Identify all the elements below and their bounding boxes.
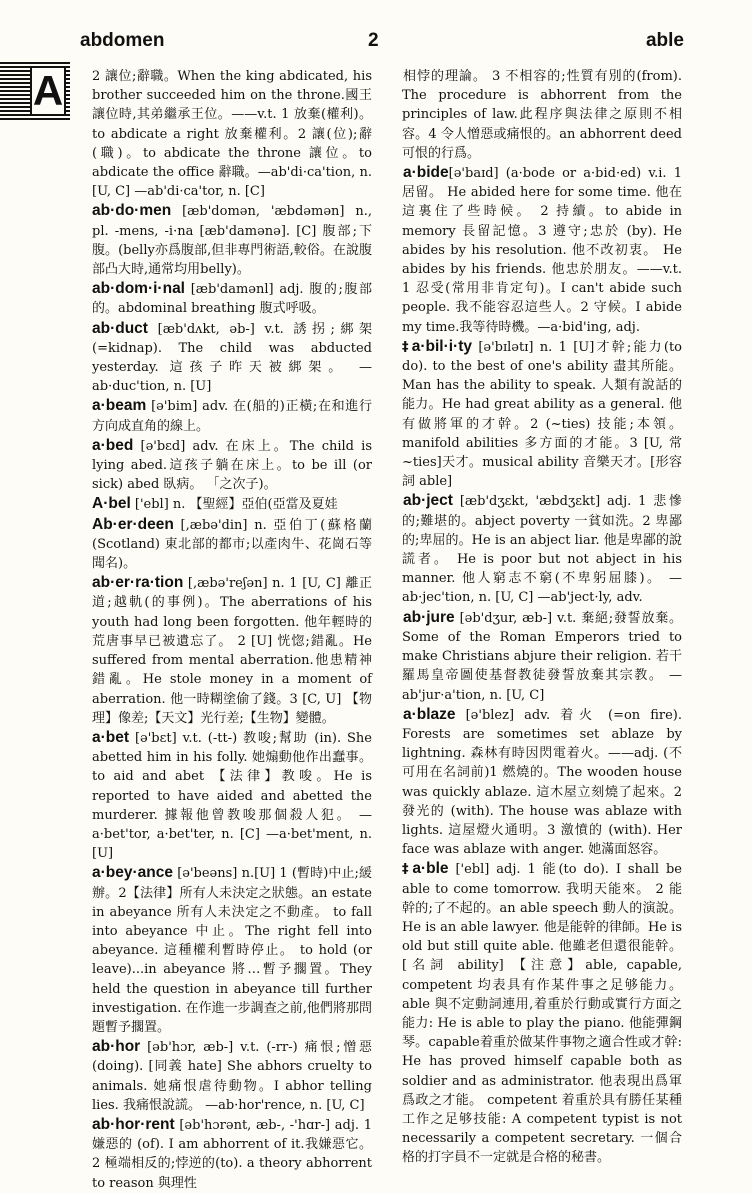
headword: ab·hor·rent	[92, 1115, 175, 1133]
dictionary-entry	[92, 863, 372, 1037]
headword: a·bide	[403, 164, 449, 182]
dictionary-entry	[92, 494, 372, 514]
frequency-star-icon: ‡	[402, 862, 412, 878]
definition: [ə'beəns] n.[U] 1 (暫時)中止;緩辦。2【法律】所有人未決定之狀態。an estate in abeyance 所有人未決定之不動產。 to fall into abeyance 中止。The right fell into abeyance. 這種權利暫時停止。 to hold (or leave)...in abeyance 將…暫予擱置。They held the question in abeyance till further investigation. 在作進一步調查之前,他們將那問題暫予擱置。	[92, 866, 372, 1035]
dictionary-entry	[402, 491, 682, 607]
headword: ab·duct	[92, 319, 148, 337]
dictionary-entry	[92, 201, 372, 279]
definition: [əb'hɔr, æb-] v.t. (-rr-) 痛恨;憎惡 (doing). [同義 hate] She abhors cruelty to animals. 她痛恨虐待動物。I abhor telling lies. 我痛恨說謊。 —ab·hor'rence, n. [U, C]	[92, 1040, 372, 1113]
headword: a·bey·ance	[92, 864, 173, 882]
dictionary-entry	[92, 728, 372, 863]
headword: Ab·er·deen	[92, 515, 174, 533]
definition: [ə'bɛd] adv. 在床上。The child is lying abed.這孩子躺在床上。to be ill (or sick) abed 臥病。 「之次子)。	[92, 438, 372, 493]
headword: ab·hor	[92, 1038, 141, 1056]
dictionary-entry	[92, 319, 372, 397]
frequency-star-icon: ‡	[402, 339, 411, 355]
dictionary-entry	[92, 66, 372, 201]
dictionary-entry	[92, 573, 372, 728]
dictionary-entry	[92, 1037, 372, 1115]
headword: a·bed	[92, 436, 134, 454]
dictionary-entry	[92, 515, 372, 574]
headword: A·bel	[92, 495, 131, 513]
definition: [æb'dʌkt, əb-] v.t. 誘拐;綁架(=kidnap). The child was abducted yesterday. 這孩子昨天被綁架。 —ab·duc'tion, n. [U]	[92, 321, 372, 395]
left-column	[92, 66, 372, 1193]
definition: [ə'blez] adv. 着火 (=on fire). Forests are sometimes set ablaze by lightning. 森林有時因閃電着火。——adj. (不可用在名詞前)1 燃燒的。The wooden house was quickly ablaze. 這木屋立刻燒了起來。2 發光的 (with). The house was ablaze with lights. 這屋燈火通明。3 激憤的 (with). Her face was ablaze with anger. 她滿面怒容。	[402, 707, 682, 858]
definition: 相悖的理論。 3 不相容的;性質有別的(from). The procedure is abhorrent from the principles of law.此程序與法律之原則不相容。4 令人憎惡或痛恨的。an abhorrent deed 可恨的行爲。	[402, 69, 682, 161]
definition: [,æbə'reʃən] n. 1 [U, C] 離正道;越軌(的事例)。The aberrations of his youth had long been forgotten. 他年輕時的荒唐事早已被遺忘了。 2 [U] 恍惚;錯亂。He suffered from mental aberration.他患精神錯亂。He stole money in a moment of aberration. 他一時糊塗偷了錢。3 [C, U] 【物理】像差;【天文】光行差;【生物】變體。	[92, 576, 372, 726]
headword: a·beam	[92, 397, 147, 415]
definition: [ə'bɪlətɪ] n. 1 [U]才幹;能力(to do). to the best of one's ability 盡其所能。Man has the ability to speak. 人類有說話的能力。He had great ability as a general. 他有做將軍的才幹。2 (~ties) 技能;本領。manifold abilities 多方面的才能。3 [U, 常~ties]天才。musical ability 音樂天才。[形容詞 able]	[402, 339, 683, 490]
dictionary-entry	[402, 66, 682, 163]
page-header	[0, 30, 752, 60]
headword: ab·er·ra·tion	[92, 574, 184, 592]
dictionary-entry	[92, 396, 372, 435]
thumb-index-letter: A	[30, 66, 66, 116]
dictionary-entry	[402, 608, 682, 705]
headword: ab·ject	[403, 492, 453, 510]
headword: ab·jure	[403, 608, 455, 626]
headword: a·bil·i·ty	[411, 337, 472, 355]
right-column	[402, 66, 682, 1168]
dictionary-entry	[402, 859, 682, 1167]
definition: [ə'baɪd] (a·bode or a·bid·ed) v.i. 1 居留。 He abided here for some time. 他在這裏住了些時候。 2 持續。to abide in memory 長留記憶。3 遵守;忠於 (by). He abides by his resolution. 他不改初衷。 He abides by his friends. 他忠於朋友。——v.t. 1 忍受(常用非肯定句)。I can't abide such people. 我不能容忍這些人。2 守候。I abide my time.我等待時機。—a·bid'ing, adj.	[402, 166, 682, 335]
dictionary-entry	[92, 436, 372, 495]
definition: ['ebl] n. 【聖經】亞伯(亞當及夏娃	[130, 497, 338, 513]
dictionary-entry	[402, 705, 682, 860]
headword: a·blaze	[403, 705, 456, 723]
headword: ab·do·men	[92, 202, 172, 220]
definition: [æb'damənl] adj. 腹的;腹部的。abdominal breathing 腹式呼吸。	[92, 282, 372, 317]
definition: [əb'hɔrənt, æb-, -'hɑr-] adj. 1 嫌惡的 (of). I am abhorrent of it.我嫌惡它。2 極端相反的;悖逆的(to). a theory abhorrent to reason 與理性	[92, 1117, 372, 1191]
guide-word-left: abdomen	[80, 30, 165, 51]
definition: [əb'dʒur, æb-] v.t. 棄絕;發誓放棄。Some of the Roman Emperors tried to make Christians abjure their religion. 若干羅馬皇帝圖使基督教徒發誓放棄其宗教。 —ab'jur·a'tion, n. [U, C]	[402, 610, 682, 703]
definition: [æb'dʒɛkt, 'æbdʒɛkt] adj. 1 悲慘的;難堪的。abject poverty 一貧如洗。2 卑鄙的;卑屈的。He is an abject liar. 他是卑鄙的說謊者。 He is poor but not abject in his manner. 他人窮志不窮(不卑躬屈膝)。 —ab·jec'tion, n. [U, C] —ab'ject·ly, adv.	[402, 494, 682, 606]
definition: [æb'domən, 'æbdəmən] n., pl. -mens, -i·na [æb'damənə]. [C] 腹部;下腹。(belly亦爲腹部,但非專門術語,較俗。在說腹部凸大時,通常均用belly)。	[92, 204, 372, 278]
definition: [,æbə'din] n. 亞伯丁(蘇格蘭 (Scotland) 東北部的都市;以產肉牛、花崗石等聞名)。	[92, 517, 372, 572]
guide-word-right: able	[645, 30, 684, 51]
definition: ['ebl] adj. 1 能(to do). I shall be able to come tomorrow. 我明天能來。 2 能幹的;了不起的。an able speech 動人的演說。He is an able lawyer. 他是能幹的律師。He is old but still quite able. 他雖老但還很能幹。[名詞 ability] 【注意】able, capable, competent 均表具有作某件事之足够能力。able 與不定動詞連用,着重於行動或實行方面之能力: He is able to play the piano. 他能彈鋼琴。capable着重於做某件事物之適合性或才幹: He has proved himself capable both as soldier and as administrator. 他表現出爲軍爲政之才能。 competent 着重於具有勝任某種工作之足够技能: A competent typist is not necessarily a competent secretary. 一個合格的打字員不一定就是合格的秘書。	[402, 862, 682, 1166]
dictionary-entry	[92, 279, 372, 318]
dictionary-entry	[402, 163, 682, 337]
dictionary-entry	[92, 1115, 372, 1193]
dictionary-entry	[402, 337, 682, 492]
page-number: 2	[368, 30, 379, 51]
headword: ab·dom·i·nal	[92, 280, 185, 298]
definition: [ə'bɛt] v.t. (-tt-) 教唆;幫助 (in). She abetted him in his folly. 她煽動他作出蠢事。to aid and abet 【法律】教唆。He is reported to have aided and abetted the murderer. 據報他曾教唆那個殺人犯。 —a·bet'tor, a·bet'ter, n. [C] —a·bet'ment, n. [U]	[92, 730, 372, 862]
definition: [ə'bim] adv. 在(船的)正橫;在和進行方向成直角的線上。	[92, 399, 372, 434]
headword: a·ble	[412, 860, 449, 878]
definition: 2 讓位;辭職。When the king abdicated, his brother succeeded him on the throne.國王讓位時,其弟繼承王位。——v.t. 1 放棄(權利)。to abdicate a right 放棄權利。2 讓(位);辭(職)。to abdicate the throne 讓位。to abdicate the office 辭職。—ab'di·ca'tion, n. [U, C] —ab'di·ca'tor, n. [C]	[92, 69, 372, 200]
headword: a·bet	[92, 728, 130, 746]
